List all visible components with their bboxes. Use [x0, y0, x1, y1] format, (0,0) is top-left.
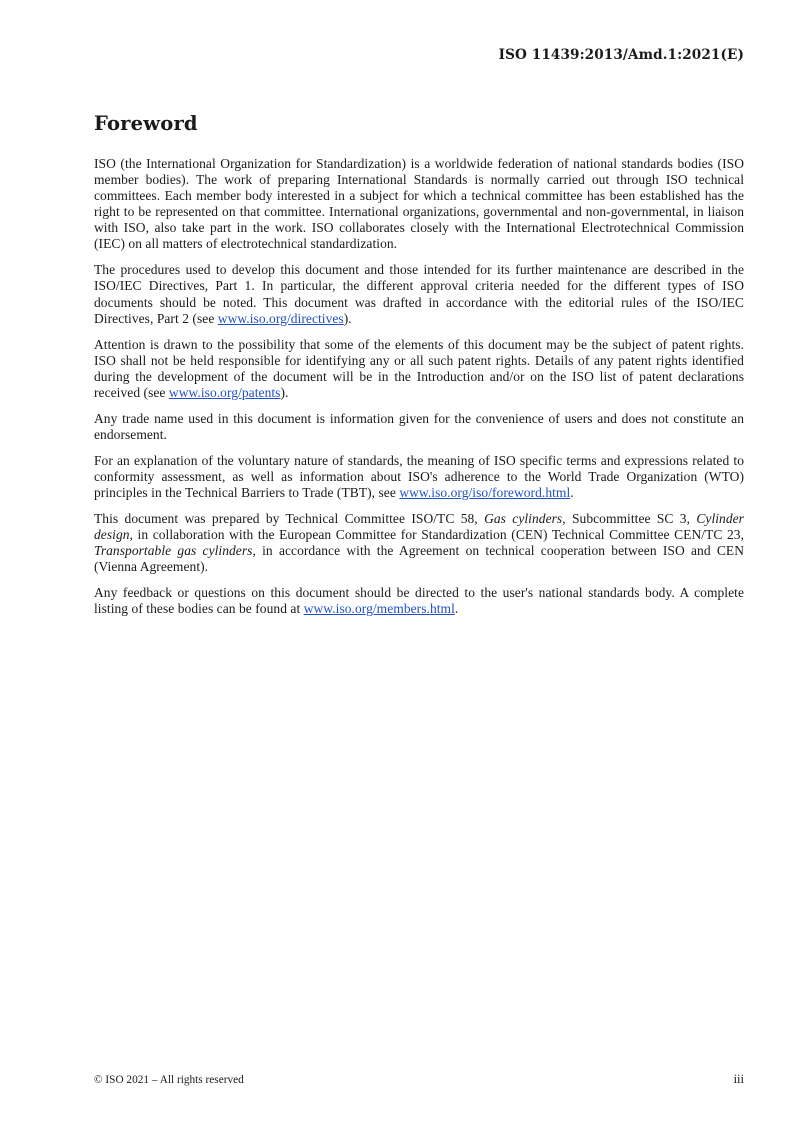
paragraph-text: ISO (the International Organization for Standardization) is a worldwide federation of national standards bodies (ISO member bodies). The work of preparing International Standards is normally carried out through ISO technical committees. Each member body interested in a subject for which a technical committee has been established has the right to be represented on that committee. International organizations, governmental and non-governmental, in liaison with ISO, also take part in the work. ISO collaborates closely with the International Electrotechnical Commission (IEC) on all matters of electrotechnical standardization. [94, 156, 744, 252]
paragraph-text: This document was prepared by Technical Committee ISO/TC 58, [94, 510, 485, 526]
paragraph-text: ). [280, 384, 289, 400]
subcommittee-title: Cylinder design, [94, 510, 744, 542]
paragraph-text: . [570, 484, 574, 500]
directives-link[interactable]: www.iso.org/directives [217, 310, 344, 326]
paragraph-feedback [94, 585, 744, 617]
document-identifier: ISO 11439:2013/Amd.1:2021(E) [498, 47, 744, 63]
foreword-body [94, 156, 744, 627]
page-number: iii [733, 1072, 744, 1086]
paragraph-iso-intro [94, 156, 744, 253]
paragraph-text: Any feedback or questions on this document should be directed to the user's national standards body. A complete listing of these bodies can be found at [94, 584, 744, 617]
paragraph-text: ). [343, 310, 352, 326]
patents-link[interactable]: www.iso.org/patents [168, 384, 281, 400]
paragraph-text: in collaboration with the European Committee for Standardization (CEN) Technical Committee CEN/TC 23, [132, 526, 744, 542]
paragraph-text: in accordance with the Agreement on technical cooperation between ISO and CEN (Vienna Agreement). [94, 542, 745, 575]
paragraph-text: Attention is drawn to the possibility that some of the elements of this document may be the subject of patent rights. ISO shall not be held responsible for identifying any or all such patent rights. Details of any patent rights identified during the development of the document will be in the Introduction and/or on the ISO list of patent declarations received (see [94, 336, 744, 400]
paragraph-patents [94, 337, 744, 401]
paragraph-committee [94, 511, 744, 575]
paragraph-text: . [454, 601, 459, 617]
members-link[interactable]: www.iso.org/members.html [303, 601, 455, 617]
paragraph-text: Any trade name used in this document is information given for the convenience of users and does not constitute an endorsement. [94, 410, 744, 442]
committee-title: Gas cylinders [484, 510, 563, 526]
cen-committee-title: Transportable gas cylinders, [94, 542, 256, 558]
paragraph-voluntary-nature [94, 453, 744, 501]
foreword-info-link[interactable]: www.iso.org/iso/foreword.html [399, 484, 571, 500]
paragraph-text: For an explanation of the voluntary nature of standards, the meaning of ISO specific terms and expressions related to conformity assessment, as well as information about ISO's adherence to the World Trade Organization (WTO) principles in the Technical Barriers to Trade (TBT), see [94, 452, 744, 500]
paragraph-text: , Subcommittee SC 3, [562, 510, 697, 526]
page-title: Foreword [94, 112, 198, 135]
paragraph-text: The procedures used to develop this document and those intended for its further maintenance are described in the ISO/IEC Directives, Part 1. In particular, the different approval criteria needed for the different types of ISO documents should be noted. This document was drafted in accordance with the editorial rules of the ISO/IEC Directives, Part 2 (see [94, 262, 744, 326]
copyright-notice: © ISO 2021 – All rights reserved [94, 1074, 244, 1086]
paragraph-procedures [94, 262, 744, 326]
paragraph-trade-names [94, 411, 744, 443]
